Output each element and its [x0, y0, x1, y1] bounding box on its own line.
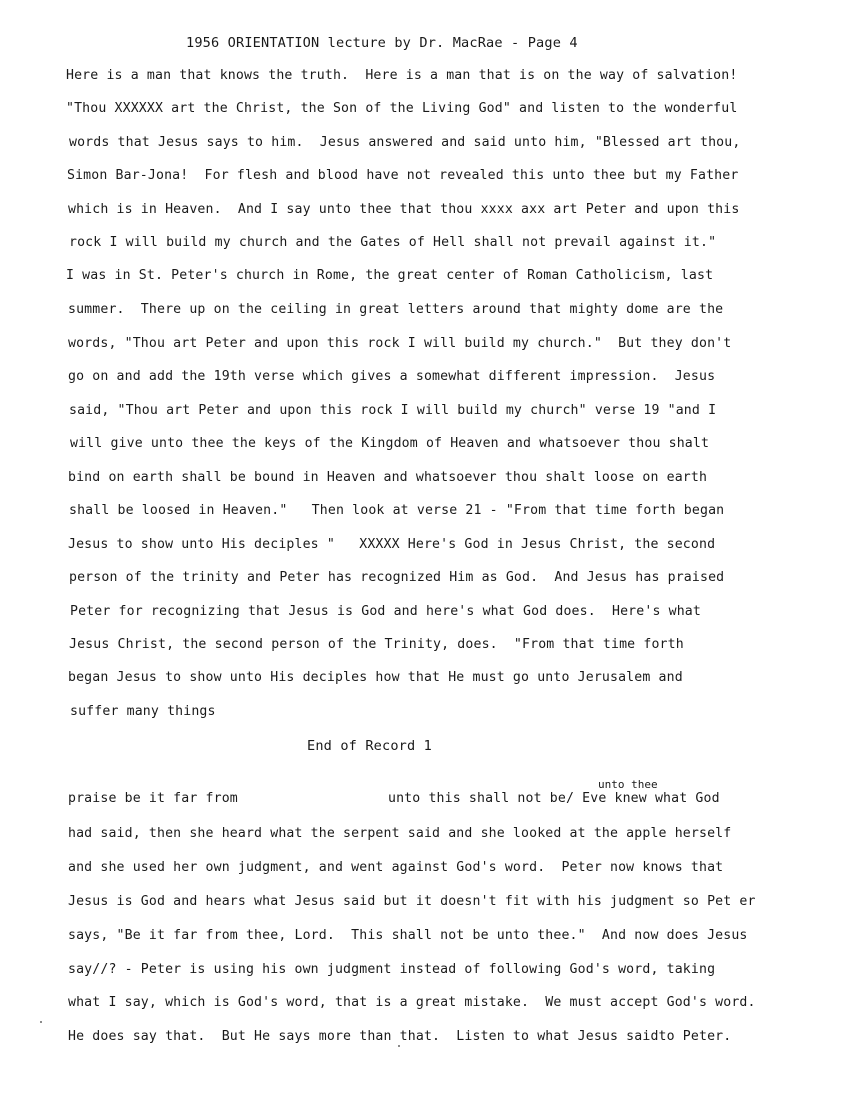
text-line: shall be loosed in Heaven." Then look at verse 21 - "From that time forth began [69, 503, 725, 518]
text-line: Jesus to show unto His deciples " XXXXX Here's God in Jesus Christ, the second [68, 537, 716, 552]
paper-speck [398, 1045, 400, 1047]
overstrike-insertion: unto thee [598, 778, 658, 791]
text-line: "Thou XXXXXX art the Christ, the Son of the Living God" and listen to the wonderful [66, 101, 738, 116]
text-line: what I say, which is God's word, that is a great mistake. We must accept God's word. [68, 995, 756, 1010]
text-line: will give unto thee the keys of the Kingdom of Heaven and whatsoever thou shalt [70, 436, 710, 451]
text-line: Jesus is God and hears what Jesus said but it doesn't fit with his judgment so Pet er [68, 894, 756, 909]
text-line: go on and add the 19th verse which gives a somewhat different impression. Jesus [68, 369, 716, 384]
text-line-fragment-left: praise be it far from [68, 791, 238, 806]
text-line: Peter for recognizing that Jesus is God and here's what God does. Here's what [70, 604, 701, 619]
text-line: words, "Thou art Peter and upon this rock I will build my church." But they don't [68, 336, 732, 351]
text-line: summer. There up on the ceiling in great letters around that mighty dome are the [68, 302, 724, 317]
text-line: say//? - Peter is using his own judgment instead of following God's word, taking [68, 962, 716, 977]
text-line: and she used her own judgment, and went against God's word. Peter now knows that [68, 860, 724, 875]
end-of-record-heading: End of Record 1 [307, 738, 433, 754]
text-line: which is in Heaven. And I say unto thee that thou xxxx axx art Peter and upon this [68, 202, 740, 217]
text-line: bind on earth shall be bound in Heaven and whatsoever thou shalt loose on earth [68, 470, 708, 485]
page-header: 1956 ORIENTATION lecture by Dr. MacRae - Page 4 [186, 35, 578, 51]
text-line: says, "Be it far from thee, Lord. This shall not be unto thee." And now does Jesus [68, 928, 748, 943]
text-line-fragment-right: unto this shall not be/ Eve knew what God [388, 791, 720, 806]
text-line: He does say that. But He says more than that. Listen to what Jesus saidto Peter. [68, 1029, 732, 1044]
text-line: rock I will build my church and the Gates of Hell shall not prevail against it." [69, 235, 717, 250]
text-line: Simon Bar-Jona! For flesh and blood have not revealed this unto thee but my Father [67, 168, 739, 183]
text-line: person of the trinity and Peter has recognized Him as God. And Jesus has praised [69, 570, 725, 585]
paper-speck [40, 1021, 42, 1023]
text-line: Here is a man that knows the truth. Here is a man that is on the way of salvation! [66, 68, 738, 83]
text-line: I was in St. Peter's church in Rome, the great center of Roman Catholicism, last [66, 268, 714, 283]
text-line: Jesus Christ, the second person of the Trinity, does. "From that time forth [69, 637, 684, 652]
text-line: began Jesus to show unto His deciples how that He must go unto Jerusalem and [68, 670, 683, 685]
text-line: suffer many things [70, 704, 216, 719]
text-line: said, "Thou art Peter and upon this rock I will build my church" verse 19 "and I [69, 403, 717, 418]
text-line: had said, then she heard what the serpent said and she looked at the apple herself [68, 826, 732, 841]
text-line: words that Jesus says to him. Jesus answered and said unto him, "Blessed art thou, [69, 135, 741, 150]
